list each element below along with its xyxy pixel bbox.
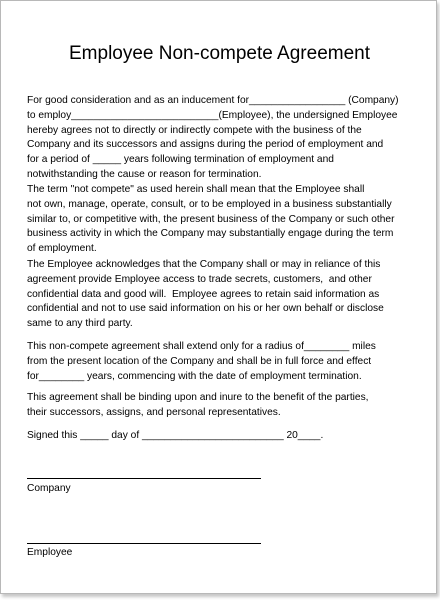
paragraph-signed-date: Signed this _____ day of _________________________ 20____. — [27, 430, 324, 441]
employee-signature-line — [27, 543, 261, 544]
paragraph-acknowledgement: The Employee acknowledges that the Company shall or may in reliance of this agreement provide Employee access to trade secrets, customers, and other confidential data and good will. Employee agrees to retain said information as confidential and not to use said information on his or her own behalf or disclose same to any third party. — [27, 259, 384, 330]
paragraph-radius: This non-compete agreement shall extend only for a radius of________ miles from the present location of the Company and shall be in full force and effect for________ years, commencing with the date of employment termination. — [27, 341, 376, 382]
paragraph-definition: The term "not compete" as used herein shall mean that the Employee shall not own, manage, operate, consult, or to be employed in a business substantially similar to, or competitive with, the present business of the Company or such other business activity in which the Company may substantially engage during the term of employment. — [27, 184, 395, 255]
employee-signature-label: Employee — [27, 547, 73, 558]
company-signature-label: Company — [27, 483, 71, 494]
company-signature-line — [27, 478, 261, 479]
document-title: Employee Non-compete Agreement — [69, 43, 370, 64]
paragraph-inducement: For good consideration and as an inducement for_________________ (Company) to employ__________________________(Employee), the undersigned Employee hereby agrees not to directly or indirectly compete with the business of the Company and its successors and assigns during the period of employment and for a period of _____ years following termination of employment and notwithstanding the cause or reason for termination. — [27, 95, 399, 180]
paragraph-binding: This agreement shall be binding upon and inure to the benefit of the parties, their successors, assigns, and personal representatives. — [27, 392, 369, 418]
